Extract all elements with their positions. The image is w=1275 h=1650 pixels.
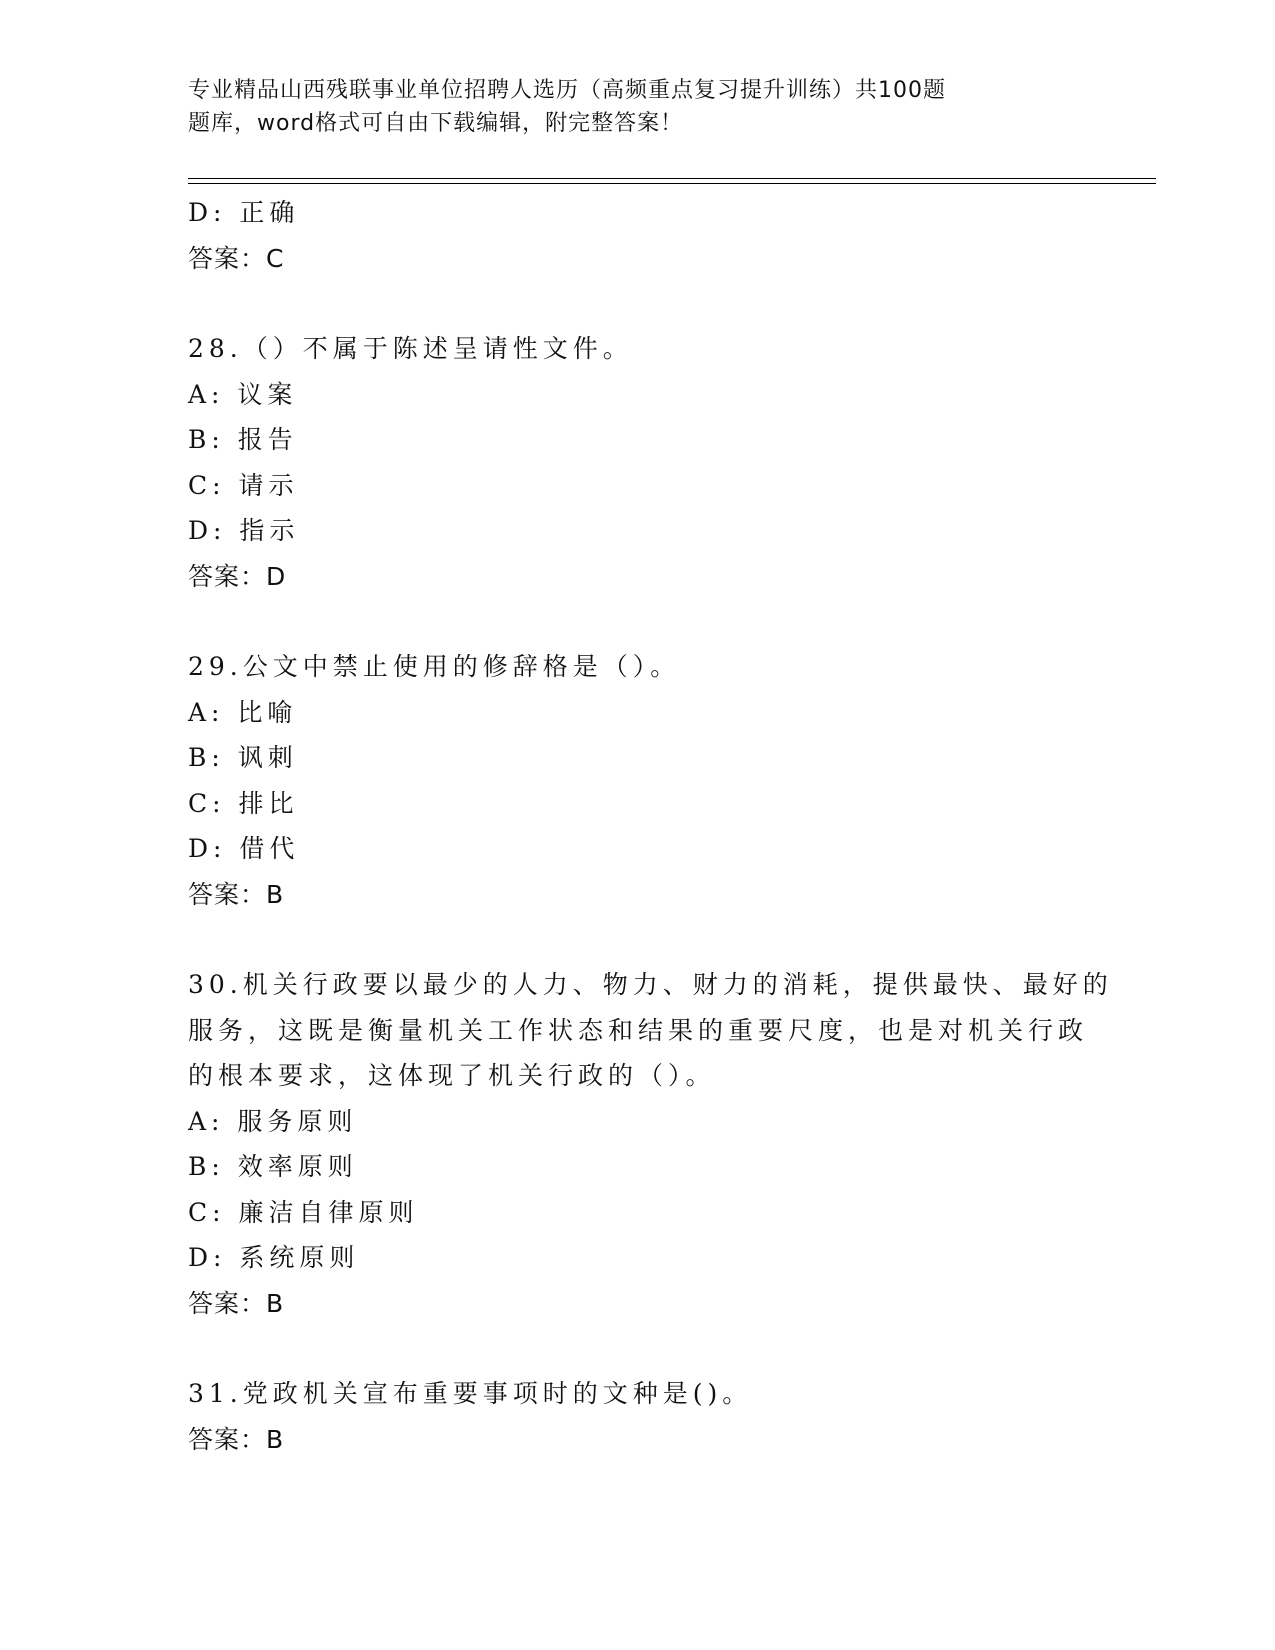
option-a: A: 服务原则 xyxy=(188,1106,358,1136)
option-b: B: 效率原则 xyxy=(188,1152,358,1181)
question-text: 31.党政机关宣布重要事项时的文种是()。 xyxy=(188,1379,753,1408)
question-block-27 xyxy=(188,190,1088,281)
spacer xyxy=(188,599,1088,644)
answer-line: 答案：D xyxy=(188,561,287,591)
option-d: D: 系统原则 xyxy=(188,1243,360,1272)
question-text-line-3: 的根本要求，这体现了机关行政的（）。 xyxy=(188,1061,716,1090)
spacer xyxy=(188,281,1088,326)
option-a: A: 比喻 xyxy=(188,697,298,727)
option-d: D: 正确 xyxy=(188,198,300,227)
answer-line: 答案：B xyxy=(188,1288,285,1318)
spacer xyxy=(188,917,1088,962)
question-block-28 xyxy=(188,326,1088,599)
question-block-31 xyxy=(188,1371,1088,1462)
question-text-line-2: 服务，这既是衡量机关工作状态和结果的重要尺度，也是对机关行政 xyxy=(188,1015,1089,1045)
header-line-1: 专业精品山西残联事业单位招聘人选历（高频重点复习提升训练）共100题 xyxy=(188,78,946,103)
question-list xyxy=(188,190,1113,1462)
answer-line: 答案：B xyxy=(188,879,285,909)
spacer xyxy=(188,1326,1088,1371)
option-d: D: 借代 xyxy=(188,834,300,863)
option-d: D: 指示 xyxy=(188,516,300,545)
option-c: C: 排比 xyxy=(188,788,299,818)
option-c: C: 廉洁自律原则 xyxy=(188,1197,419,1227)
header-divider-bottom xyxy=(188,183,1156,184)
header-divider-top xyxy=(188,178,1156,179)
option-b: B: 报告 xyxy=(188,425,298,454)
question-block-30 xyxy=(188,962,1113,1326)
option-c: C: 请示 xyxy=(188,470,299,500)
answer-line: 答案：B xyxy=(188,1424,285,1454)
question-text: 29.公文中禁止使用的修辞格是（）。 xyxy=(188,652,681,681)
header-line-2: 题库，word格式可自由下载编辑，附完整答案！ xyxy=(188,111,684,136)
question-text-line-1: 30.机关行政要以最少的人力、物力、财力的消耗，提供最快、最好的 xyxy=(188,970,1113,999)
question-text: 28.（）不属于陈述呈请性文件。 xyxy=(188,334,633,363)
answer-line: 答案：C xyxy=(188,243,285,273)
option-a: A: 议案 xyxy=(188,379,298,409)
option-b: B: 讽刺 xyxy=(188,743,298,772)
document-header xyxy=(188,74,1028,140)
question-block-29 xyxy=(188,644,1088,917)
